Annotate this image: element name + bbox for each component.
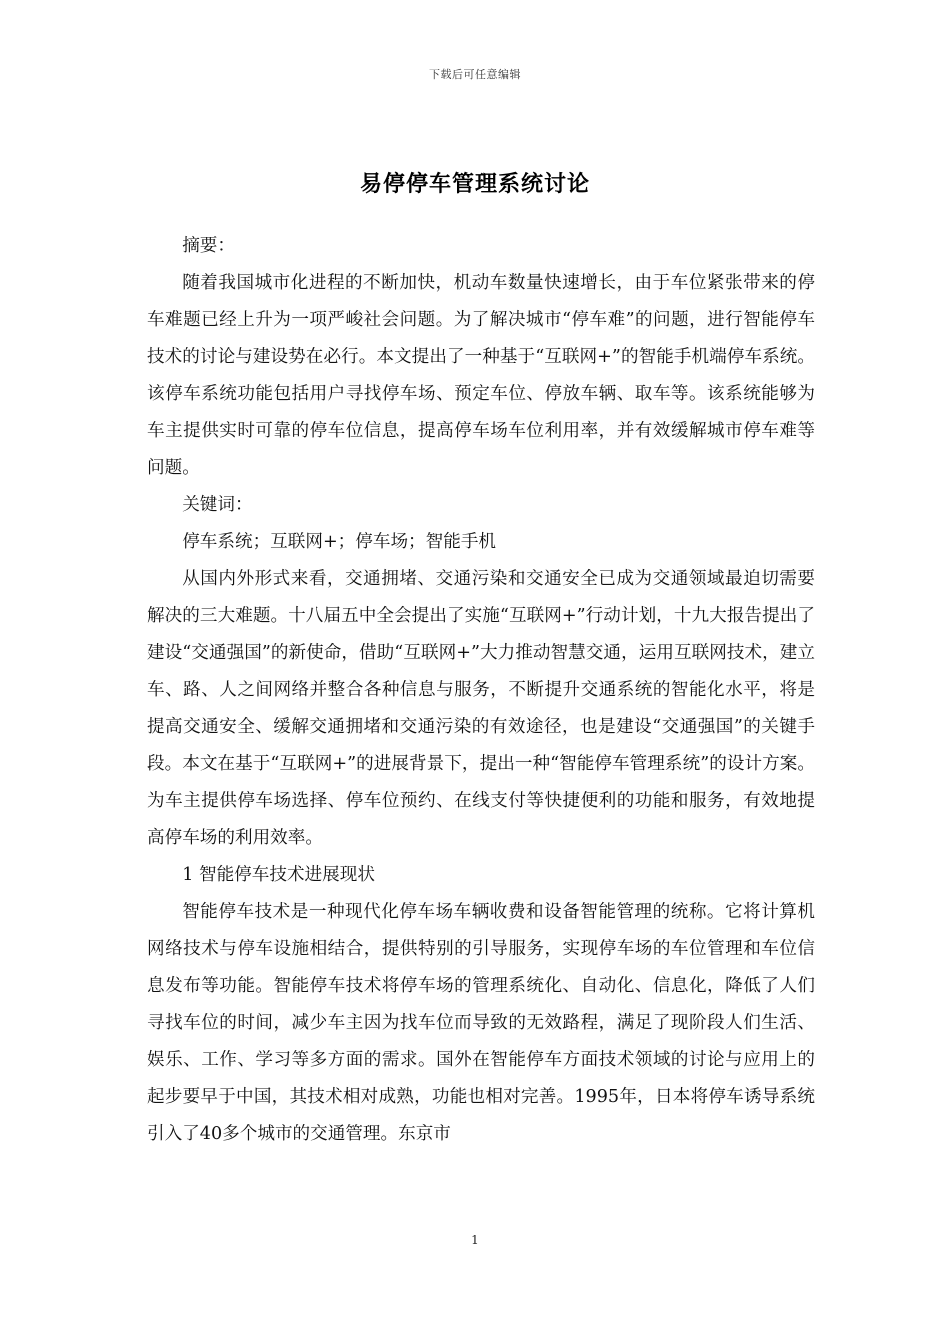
keywords-label: 关键词： (182, 495, 253, 515)
document-body (147, 228, 815, 1153)
intro-paragraph: 从国内外形式来看，交通拥堵、交通污染和交通安全已成为交通领域最迫切需要解决的三大难题。十八届五中全会提出了实施“互联网+”行动计划，十九大报告提出了建设“交通强国”的新使命，借助“互联网+”大力推动智慧交通，运用互联网技术，建立车、路、人之间网络并整合各种信息与服务，不断提升交通系统的智能化水平，将是提高交通安全、缓解交通拥堵和交通污染的有效途径，也是建设“交通强国”的关键手段。本文在基于“互联网+”的进展背景下，提出一种“智能停车管理系统”的设计方案。为车主提供停车场选择、停车位预约、在线支付等快捷便利的功能和服务，有效地提高停车场的利用效率。 (147, 569, 815, 848)
page-title: 易停停车管理系统讨论 (359, 170, 590, 197)
abstract-paragraph: 随着我国城市化进程的不断加快，机动车数量快速增长，由于车位紧张带来的停车难题已经上升为一项严峻社会问题。为了解决城市“停车难”的问题，进行智能停车技术的讨论与建设势在必行。本文提出了一种基于“互联网+”的智能手机端停车系统。该停车系统功能包括用户寻找停车场、预定车位、停放车辆、取车等。该系统能够为车主提供实时可靠的停车位信息，提高停车场车位利用率，并有效缓解城市停车难等问题。 (147, 273, 815, 478)
abstract-label: 摘要： (182, 236, 235, 256)
section-paragraph: 智能停车技术是一种现代化停车场车辆收费和设备智能管理的统称。它将计算机网络技术与停车设施相结合，提供特别的引导服务，实现停车场的车位管理和车位信息发布等功能。智能停车技术将停车场的管理系统化、自动化、信息化，降低了人们寻找车位的时间，减少车主因为找车位而导致的无效路程，满足了现阶段人们生活、娱乐、工作、学习等多方面的需求。国外在智能停车方面技术领域的讨论与应用上的起步要早于中国，其技术相对成熟，功能也相对完善。1995年，日本将停车诱导系统引入了40多个城市的交通管理。东京市 (147, 902, 815, 1144)
section-heading: 1 智能停车技术进展现状 (182, 865, 375, 885)
page-number: 1 (471, 1233, 479, 1247)
header-note: 下载后可任意编辑 (429, 68, 521, 81)
keywords-paragraph: 停车系统；互联网+；停车场；智能手机 (182, 532, 497, 552)
